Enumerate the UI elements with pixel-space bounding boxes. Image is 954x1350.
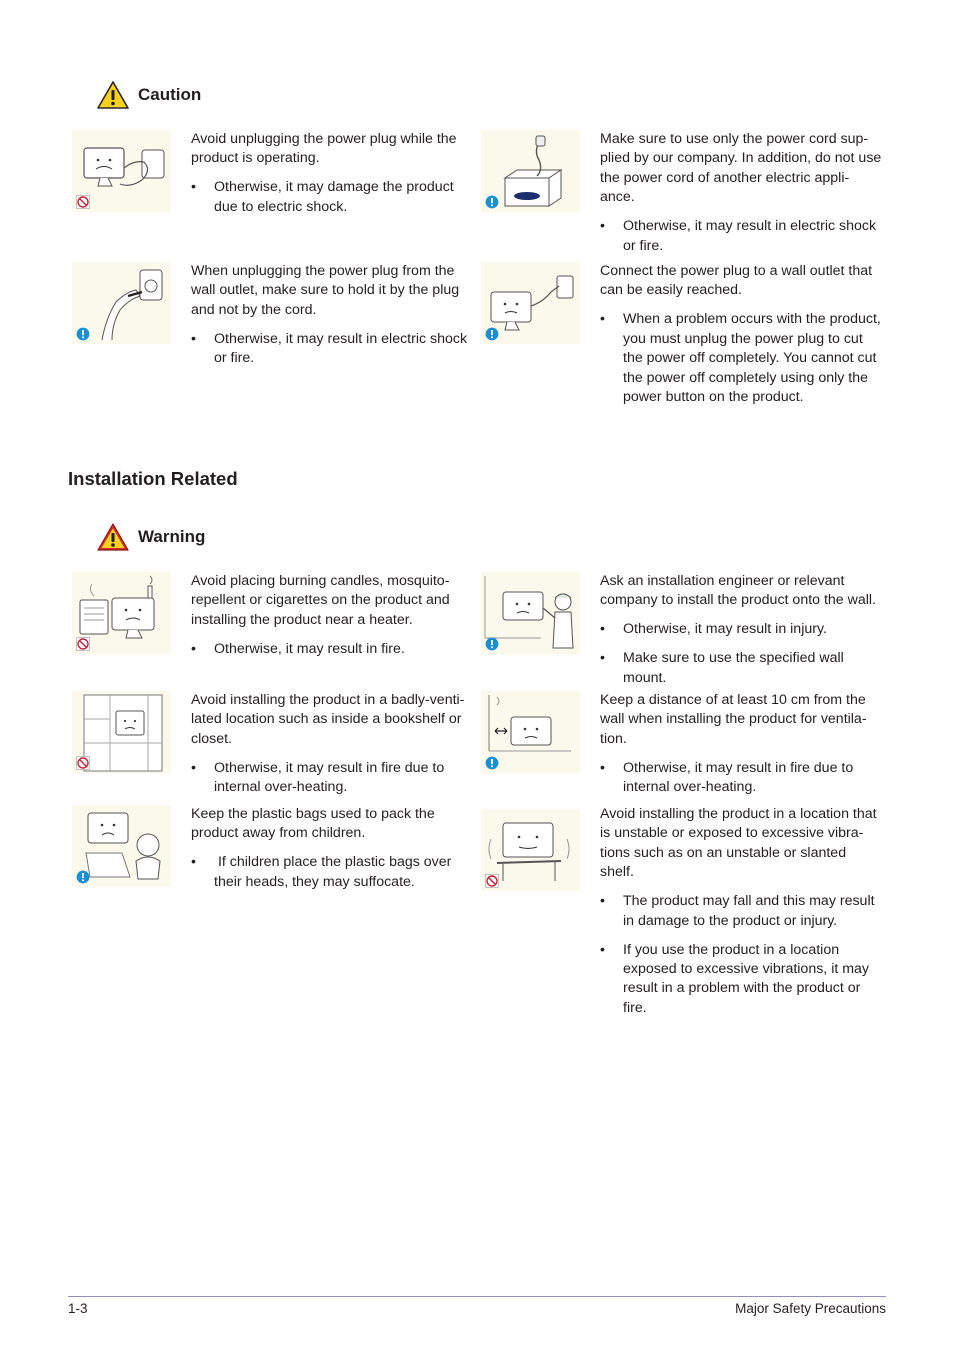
item-text: Keep a distance of at least 10 cm from the wall when installing the product for ventila-tion.: [600, 692, 867, 747]
illustration-bookshelf: [72, 691, 171, 773]
mandatory-icon: [485, 195, 499, 209]
bullet-list: [600, 620, 882, 688]
bullet-item: • Otherwise, it may result in electric shock or fire.: [191, 330, 473, 369]
item-text: Make sure to use only the power cord sup-plied by our company. In addition, do not use the power cord of another electric appli-ance.: [600, 131, 882, 206]
chapter-title: Major Safety Precautions: [735, 1301, 886, 1316]
caution-heading: [96, 80, 201, 110]
mandatory-icon: [76, 870, 90, 884]
mandatory-icon: [485, 756, 499, 770]
bullet-list: [191, 330, 473, 369]
bullet-list: [600, 310, 882, 407]
illustration-wall-installation: [481, 572, 580, 654]
bullet-item: • Otherwise, it may result in fire due to internal over-heating.: [600, 759, 882, 798]
bullet-item: • Otherwise, it may result in electric shock or fire.: [600, 217, 882, 256]
prohibited-icon: [76, 195, 90, 209]
warning-label: Warning: [138, 527, 206, 546]
bullet-item: • Otherwise, it may result in injury.: [600, 620, 882, 639]
illustration-plastic-bags-child: [72, 805, 171, 887]
illustration-hold-by-plug: [72, 262, 171, 344]
item-text: Avoid placing burning candles, mosquito-repellent or cigarettes on the product and installing the product near a heater.: [191, 573, 450, 628]
illustration-reachable-outlet: [481, 262, 580, 344]
mandatory-icon: [76, 327, 90, 341]
bullet-list: [600, 217, 882, 256]
bullet-item: • If children place the plastic bags over their heads, they may suffocate.: [191, 853, 473, 892]
bullet-item: • Otherwise, it may damage the product due to electric shock.: [191, 178, 473, 217]
prohibited-icon: [76, 756, 90, 770]
item-text: Avoid installing the product in a location that is unstable or exposed to excessive vibra-tions such as on an unstable or slanted shelf.: [600, 806, 877, 881]
item-text: Connect the power plug to a wall outlet that can be easily reached.: [600, 263, 873, 299]
prohibited-icon: [76, 637, 90, 651]
item-text: Keep the plastic bags used to pack the product away from children.: [191, 806, 435, 842]
item-text: Avoid installing the product in a badly-venti-lated location such as inside a bookshelf or closet.: [191, 692, 465, 747]
illustration-power-cord-box: [481, 130, 580, 212]
illustration-unplugging-while-operating: [72, 130, 171, 212]
section-title: Installation Related: [68, 468, 238, 489]
bullet-item: • Make sure to use the specified wall mount.: [600, 649, 882, 688]
bullet-list: [191, 759, 473, 798]
bullet-item: • Otherwise, it may result in fire due to internal over-heating.: [191, 759, 473, 798]
caution-triangle-icon: [96, 80, 130, 110]
bullet-item: • Otherwise, it may result in fire.: [191, 640, 473, 659]
bullet-item: • If you use the product in a location exposed to excessive vibrations, it may result in a problem with the product or fire.: [600, 941, 882, 1019]
page-number: 1-3: [68, 1301, 88, 1316]
warning-heading: [96, 522, 205, 552]
item-text: Ask an installation engineer or relevant company to install the product onto the wall.: [600, 573, 877, 609]
footer-rule: [68, 1296, 886, 1297]
warning-triangle-icon: [96, 522, 130, 552]
illustration-candles-heater: [72, 572, 171, 654]
bullet-item: • The product may fall and this may result in damage to the product or injury.: [600, 892, 882, 931]
bullet-list: [191, 178, 473, 217]
mandatory-icon: [485, 327, 499, 341]
caution-label: Caution: [138, 85, 202, 104]
illustration-unstable-shelf: [481, 809, 580, 891]
illustration-wall-distance: [481, 691, 580, 773]
bullet-list: [191, 640, 473, 659]
prohibited-icon: [485, 874, 499, 888]
bullet-item: • When a problem occurs with the product, you must unplug the power plug to cut the power off completely. You cannot cut the power off completely using only the power button on the product.: [600, 310, 882, 407]
mandatory-icon: [485, 637, 499, 651]
bullet-list: [600, 759, 882, 798]
bullet-list: [600, 892, 882, 1018]
bullet-list: [191, 853, 473, 892]
item-text: When unplugging the power plug from the wall outlet, make sure to hold it by the plug and not by the cord.: [191, 263, 460, 318]
item-text: Avoid unplugging the power plug while the product is operating.: [191, 131, 457, 167]
